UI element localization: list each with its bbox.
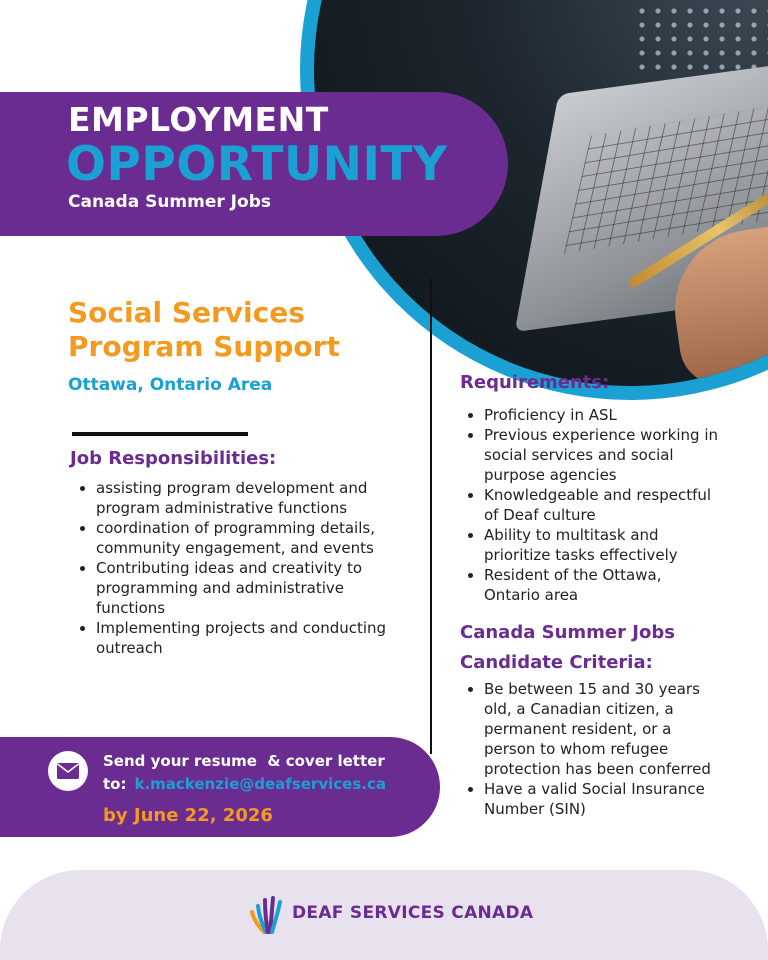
list-item: • assisting program development and program administrative functions [96,478,390,518]
responsibilities-heading: Job Responsibilities: [70,448,277,469]
contact-instruction: Send your resume & cover letter [103,752,385,770]
application-deadline: by June 22, 2026 [103,805,273,826]
list-item: • Knowledgeable and respectful of Deaf culture [484,485,718,525]
criteria-heading [460,618,675,678]
list-item: • Ability to multitask and prioritize tasks effectively [484,525,718,565]
requirements-heading: Requirements: [460,372,610,393]
header-title-line2: OPPORTUNITY [66,137,448,192]
responsibilities-list [70,478,390,658]
list-item: • coordination of programming details, community engagement, and events [96,518,390,558]
column-divider [430,278,432,754]
contact-to-line [103,775,386,793]
contact-email-link[interactable]: k.mackenzie@deafservices.ca [134,775,386,793]
job-location: Ottawa, Ontario Area [68,375,273,395]
criteria-heading-line1: Canada Summer Jobs [460,622,675,643]
list-item: • Previous experience working in social services and social purpose agencies [484,425,718,485]
list-item: • Proficiency in ASL [484,405,718,425]
criteria-heading-line2: Candidate Criteria: [460,652,653,673]
requirements-list [458,405,718,605]
list-item: • Be between 15 and 30 years old, a Canadian citizen, a permanent resident, or a person to whom refugee protection has been conferred [484,679,718,779]
header-title-line1: EMPLOYMENT [68,100,329,139]
list-item: • Implementing projects and conducting outreach [96,618,390,658]
criteria-list [458,679,718,819]
section-divider [72,432,248,436]
list-item: • Contributing ideas and creativity to programming and administrative functions [96,558,390,618]
hands-logo-icon [244,892,288,940]
list-item: • Have a valid Social Insurance Number (SIN) [484,779,718,819]
contact-to-label: to: [103,775,127,793]
job-title: Social Services Program Support [68,296,340,363]
header-subtitle: Canada Summer Jobs [68,192,271,212]
envelope-icon [48,751,88,791]
organization-name: DEAF SERVICES CANADA [292,903,534,923]
list-item: • Resident of the Ottawa, Ontario area [484,565,718,605]
